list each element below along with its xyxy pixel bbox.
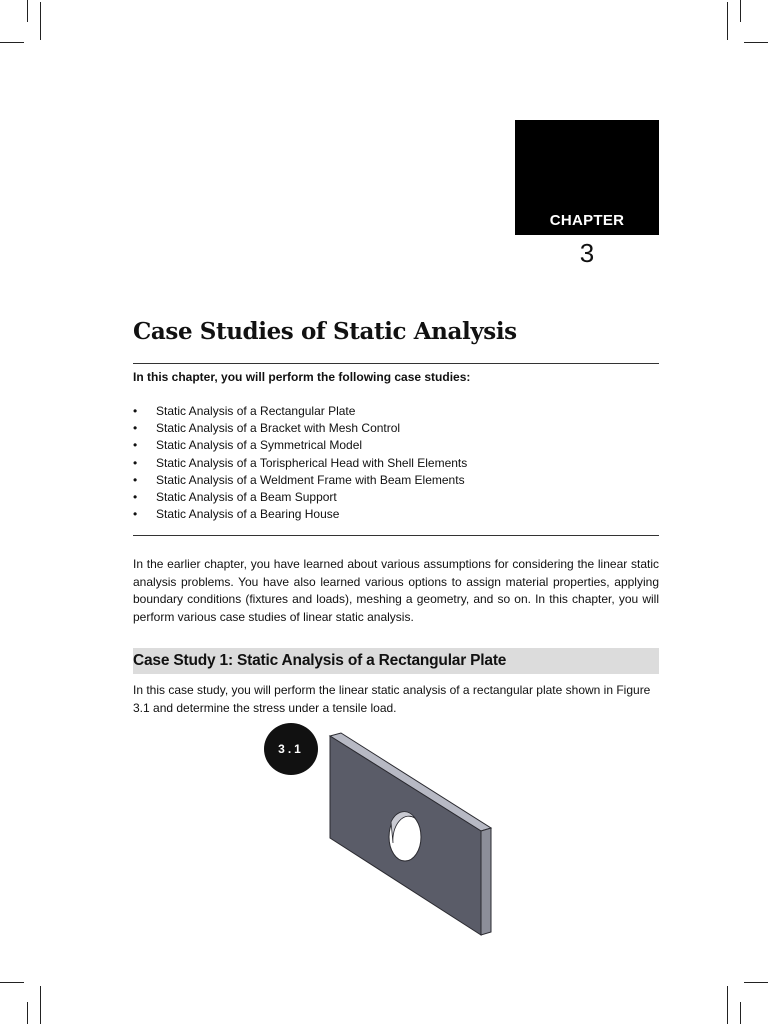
- bullet: •: [133, 507, 138, 522]
- crop-mark: [27, 1002, 28, 1024]
- list-item: [133, 506, 467, 523]
- divider: [133, 363, 659, 364]
- bullet: •: [133, 438, 138, 453]
- list-item-text: Static Analysis of a Rectangular Plate: [156, 404, 356, 418]
- bullet: •: [133, 489, 138, 504]
- list-item: [133, 489, 467, 506]
- list-item-text: Static Analysis of a Torispherical Head with Shell Elements: [156, 455, 468, 470]
- rectangular-plate-figure: [320, 728, 496, 938]
- crop-mark: [727, 986, 728, 1024]
- list-item-text: Static Analysis of a Symmetrical Model: [156, 438, 363, 453]
- crop-mark: [0, 42, 24, 43]
- section-paragraph: In this case study, you will perform the linear static analysis of a rectangular plate shown in Figure 3.1 and determine the stress under a tensile load.: [133, 683, 651, 715]
- crop-mark: [40, 2, 41, 40]
- list-item-text: Static Analysis of a Beam Support: [156, 489, 337, 504]
- chapter-label: CHAPTER: [549, 212, 625, 229]
- divider: [133, 535, 659, 536]
- list-item-text: Static Analysis of a Weldment Frame with Beam Elements: [156, 472, 465, 487]
- section-header: [133, 648, 659, 674]
- list-item-text: Static Analysis of a Bracket with Mesh Control: [156, 421, 401, 436]
- list-item: [133, 455, 467, 472]
- intro-text: In this chapter, you will perform the following case studies:: [133, 370, 471, 384]
- section-title: Case Study 1: Static Analysis of a Rectangular Plate: [133, 652, 507, 669]
- bullet: •: [133, 404, 138, 418]
- list-item: [133, 437, 467, 454]
- bullet: •: [133, 421, 138, 436]
- crop-mark: [27, 0, 28, 22]
- chapter-number: 3: [579, 238, 595, 268]
- crop-mark: [744, 982, 768, 983]
- crop-mark: [727, 2, 728, 40]
- page-title: Case Studies of Static Analysis: [133, 318, 517, 345]
- body-paragraph: In the earlier chapter, you have learned about various assumptions for considering the linear static analysis problems. You have also learned various options to assign material properties, applying boundary conditions (fixtures and loads), meshing a geometry, and so on. In this chapter, you will perform various case studies of linear static analysis.: [133, 557, 659, 624]
- crop-mark: [744, 42, 768, 43]
- crop-mark: [740, 1002, 741, 1024]
- crop-mark: [40, 986, 41, 1024]
- list-item: [133, 420, 467, 437]
- figure-number-badge: 3.1: [264, 723, 318, 775]
- bullet: •: [133, 455, 138, 470]
- crop-mark: [740, 0, 741, 22]
- list-item: [133, 403, 467, 420]
- chapter-box: [515, 120, 659, 235]
- crop-mark: [0, 982, 24, 983]
- list-item: [133, 472, 467, 489]
- case-study-list: [133, 403, 467, 523]
- bullet: •: [133, 472, 138, 487]
- list-item-text: Static Analysis of a Bearing House: [156, 507, 340, 522]
